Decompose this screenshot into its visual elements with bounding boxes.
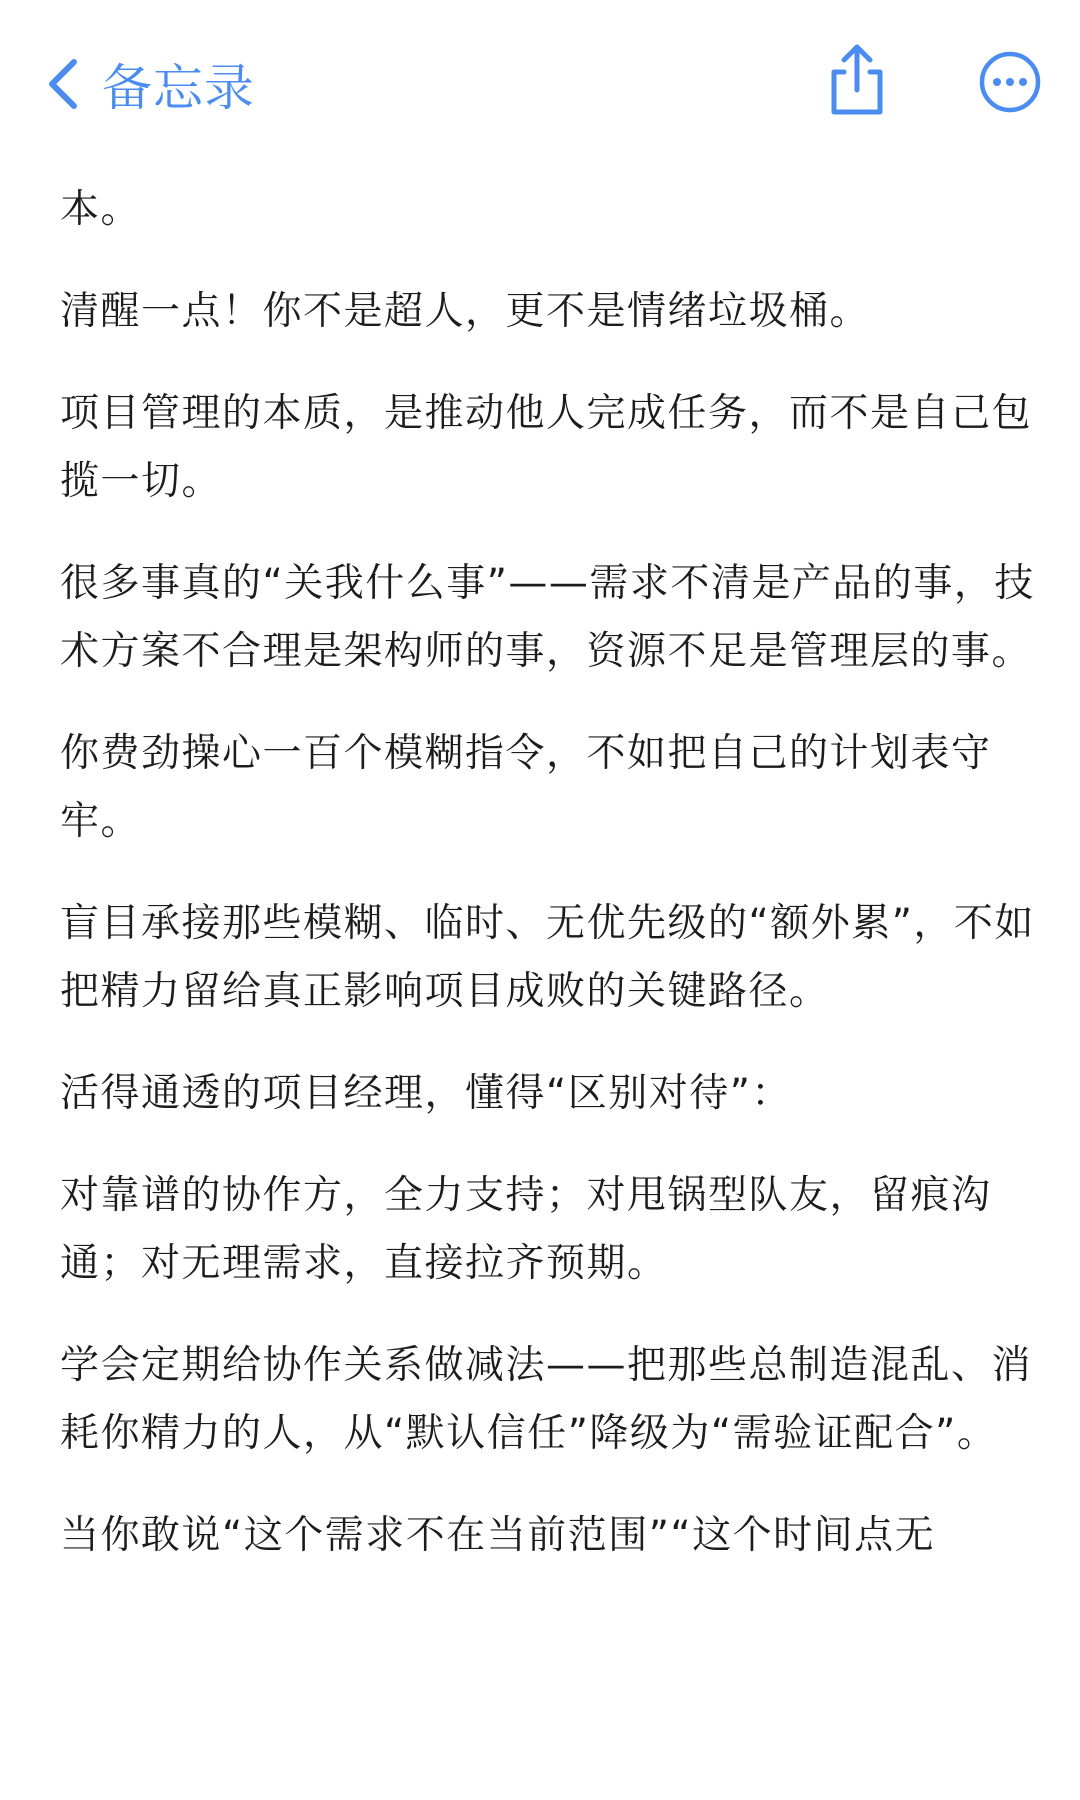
note-paragraph: 很多事真的“关我什么事”——需求不清是产品的事，技术方案不合理是架构师的事，资源不足是管理层的事。	[60, 561, 1035, 674]
chevron-left-icon	[44, 54, 84, 114]
note-paragraph: 学会定期给协作关系做减法——把那些总制造混乱、消耗你精力的人，从“默认信任”降级为“需验证配合”。	[60, 1343, 1033, 1456]
note-paragraph: 盲目承接那些模糊、临时、无优先级的“额外累”，不如把精力留给真正影响项目成败的关键路径。	[60, 901, 1035, 1014]
back-label: 备忘录	[102, 59, 255, 117]
note-content[interactable]	[60, 176, 1040, 1604]
note-paragraph: 你费劲操心一百个模糊指令，不如把自己的计划表守牢。	[60, 731, 992, 844]
note-paragraph: 活得通透的项目经理，懂得“区别对待”：	[60, 1071, 792, 1116]
navigation-bar	[0, 0, 1080, 170]
note-paragraph: 清醒一点！你不是超人，更不是情绪垃圾桶。	[60, 289, 871, 334]
note-paragraph: 当你敢说“这个需求不在当前范围”“这个时间点无	[60, 1513, 936, 1558]
share-icon	[822, 103, 892, 122]
more-button[interactable]	[978, 50, 1042, 114]
note-paragraph: 本。	[60, 187, 142, 232]
more-icon	[978, 99, 1042, 118]
note-paragraph: 对靠谱的协作方，全力支持；对甩锅型队友，留痕沟通；对无理需求，直接拉齐预期。	[60, 1173, 992, 1286]
back-button[interactable]	[44, 48, 255, 120]
share-button[interactable]	[822, 42, 892, 118]
note-paragraph: 项目管理的本质，是推动他人完成任务，而不是自己包揽一切。	[60, 391, 1033, 504]
